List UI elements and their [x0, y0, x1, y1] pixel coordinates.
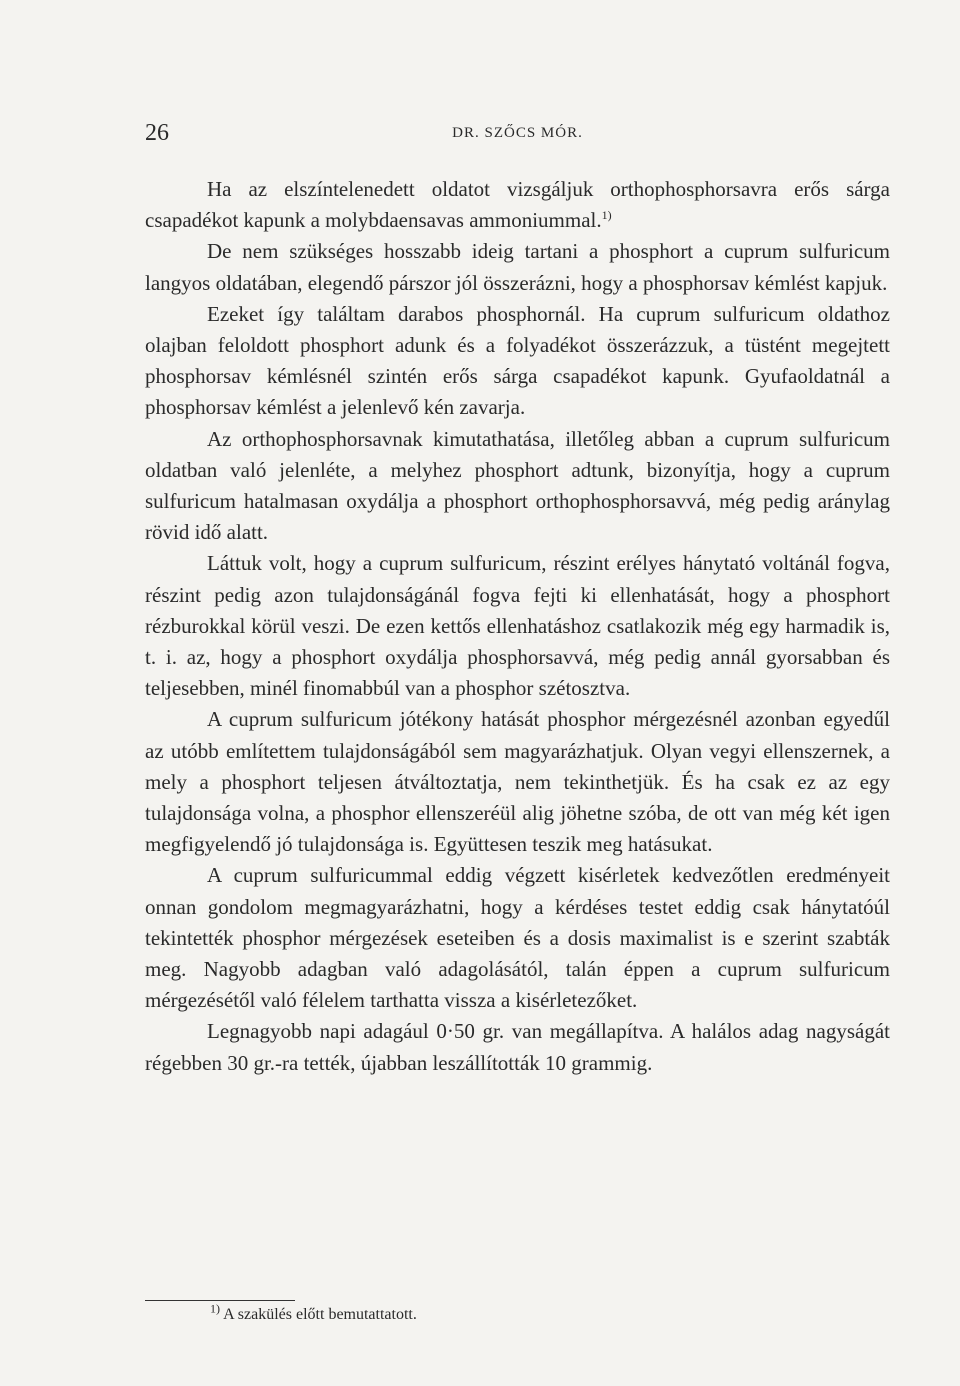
paragraph-8: Legnagyobb napi adagául 0·50 gr. van megállapítva. A halálos adag nagyságát régebben 30 gr.-ra tették, újabban leszállították 10 grammig. [145, 1019, 890, 1075]
footnote-marker: 1) [210, 1301, 220, 1316]
paragraph-1 [145, 174, 890, 236]
paragraph-6: A cuprum sulfuricum jótékony hatását phosphor mérgezésnél azonban egyedűl az utóbb említettem tulajdonságából sem magyarázhatjuk. Olyan vegyi ellenszernek, a mely a phosphort teljesen átváltoztatja, nem tekinthetjük. És ha csak ez az egy tulajdonsága volna, a phosphor ellenszeréül alig jöhetne szóba, de ott van még két igen megfigyelendő jó tulajdonsága is. Együttesen teszik meg hatásukat. [145, 707, 890, 857]
page-number: 26 [145, 120, 169, 146]
paragraph-7: A cuprum sulfuricummal eddig végzett kisérletek kedvezőtlen eredményeit onnan gondolom megmagyarázhatni, hogy a kérdéses testet eddig csak hánytatóúl tekintették phosphor mérgezések eseteiben és a dosis maximalist is e szerint szabták meg. Nagyobb adagban való adagolásától, talán éppen a cuprum sulfuricum mérgezésétől való félelem tarthatta vissza a kisérletezőket. [145, 863, 890, 1013]
paragraph-4: Az orthophosphorsavnak kimutathatása, illetőleg abban a cuprum sulfuricum oldatban való jelenléte, a melyhez phosphort adtunk, bizonyítja, hogy a cuprum sulfuricum hatalmasan oxydálja a phosphort orthophosphorsavvá, még pedig aránylag rövid idő alatt. [145, 426, 890, 545]
running-title: DR. SZŐCS MÓR. [452, 125, 583, 141]
paragraph-5: Láttuk volt, hogy a cuprum sulfuricum, részint erélyes hánytató voltánál fogva, részint pedig azon tulajdonságánál fogva fejti ki ellenhatását, hogy a phosphort rézburokkal körül veszi. De ezen kettős ellenhatáshoz csatlakozik még egy harmadik is, t. i. az, hogy a phosphort oxydálja phosphorsavvá, még pedig annál gyorsabban és teljesebben, minél finomabbúl van a phosphor szétosztva. [145, 551, 890, 701]
body-text [145, 174, 890, 1079]
footnote-rule [145, 1300, 295, 1301]
footnote [210, 1301, 417, 1324]
paragraph-text: Ha az elszíntelenedett oldatot vizsgáljuk orthophosphorsavra erős sárga csapadékot kapunk a molybdaensavas ammoniummal. [145, 177, 890, 233]
page-header [145, 120, 890, 152]
footnote-text: A szakülés előtt bemutattatott. [223, 1306, 417, 1323]
paragraph-3: Ezeket így találtam darabos phosphornál. Ha cuprum sulfuricum oldathoz olajban feloldott phosphort adunk és a folyadékot összerázzuk, a tüstént megejtett phosphorsav kémlésnél szintén erős sárga csapadékot kapunk. Gyufaoldatnál a phosphorsav kémlést a jelenlevő kén zavarja. [145, 301, 890, 420]
paragraph-2: De nem szükséges hosszabb ideig tartani a phosphort a cuprum sulfuricum langyos oldatában, elegendő párszor jól összerázni, hogy a phosphorsav kémlést kapjuk. [145, 239, 890, 295]
footnote-reference: 1) [601, 208, 612, 223]
